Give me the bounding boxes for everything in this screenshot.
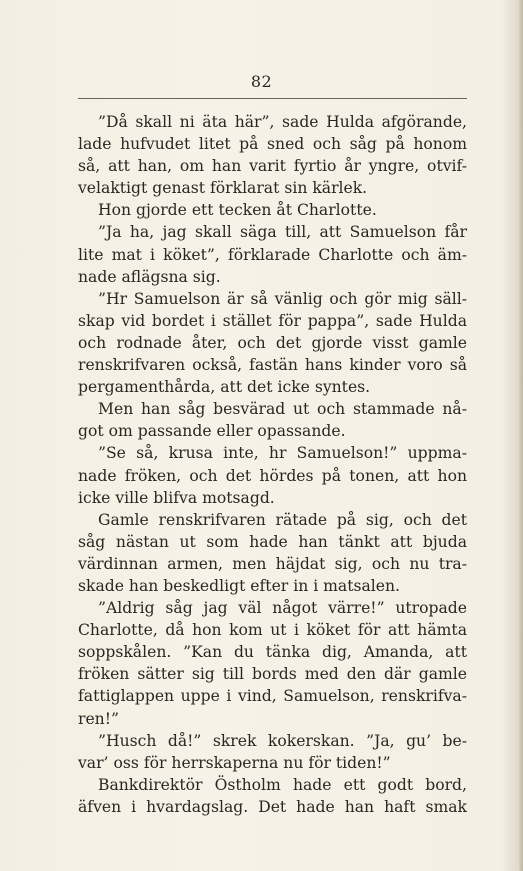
text-line: ”Aldrig såg jag väl något värre!” utropade [98,599,467,618]
text-line: fattiglappen uppe i vind, Samuelson, renskrifva- [78,687,467,706]
text-line: soppskålen. ”Kan du tänka dig, Amanda, att [78,643,467,662]
text-line: lade hufvudet litet på sned och såg på honom [78,135,467,154]
text-line: ”Husch då!” skrek kokerskan. ”Ja, gu’ be- [98,731,467,750]
header-rule [78,98,467,99]
text-line: lite mat i köket”, förklarade Charlotte och äm- [78,245,467,264]
text-line: got om passande eller opassande. [78,422,346,441]
text-line: och rodnade åter, och det gjorde visst gamle [78,333,467,352]
text-line: skap vid bordet i stället för pappa”, sade Hulda [78,311,467,330]
text-line: ”Ja ha, jag skall säga till, att Samuelson får [98,223,467,242]
text-line: ”Se så, krusa inte, hr Samuelson!” uppma- [98,444,467,463]
page-number: 82 [250,72,273,91]
text-line: så, att han, om han varit fyrtio år yngre, otvif- [78,157,467,176]
text-line: äfven i hvardagslag. Det hade han haft smak [78,797,467,816]
text-line: var’ oss för herrskaperna nu för tiden!” [78,753,391,772]
text-line: såg nästan ut som hade han tänkt att bjuda [78,532,467,551]
text-line: fröken sätter sig till bords med den där gamle [78,665,467,684]
body-text [78,111,467,818]
text-line: nade aflägsna sig. [78,267,221,286]
text-line: ”Hr Samuelson är så vänlig och gör mig säll- [98,289,467,308]
text-line: Men han såg besvärad ut och stammade nå- [98,400,467,419]
text-line: nade fröken, och det hördes på tonen, att hon [78,466,467,485]
text-line: värdinnan armen, men häjdat sig, och nu tra- [78,554,467,573]
text-line: pergamenthårda, att det icke syntes. [78,378,371,397]
text-line: Hon gjorde ett tecken åt Charlotte. [98,201,377,220]
text-line: velaktigt genast förklarat sin kärlek. [78,179,368,198]
text-line: ren!” [78,709,119,728]
text-line: Gamle renskrifvaren rätade på sig, och det [98,510,467,529]
text-line: Charlotte, då hon kom ut i köket för att hämta [78,621,467,640]
text-line: renskrifvaren också, fastän hans kinder voro så [78,356,467,375]
page-edge [517,0,523,871]
text-line: skade han beskedligt efter in i matsalen. [78,576,401,595]
text-line: icke ville blifva motsagd. [78,488,275,507]
text-line: ”Då skall ni äta här”, sade Hulda afgörande, [98,113,467,131]
text-line: Bankdirektör Östholm hade ett godt bord, [98,775,467,794]
